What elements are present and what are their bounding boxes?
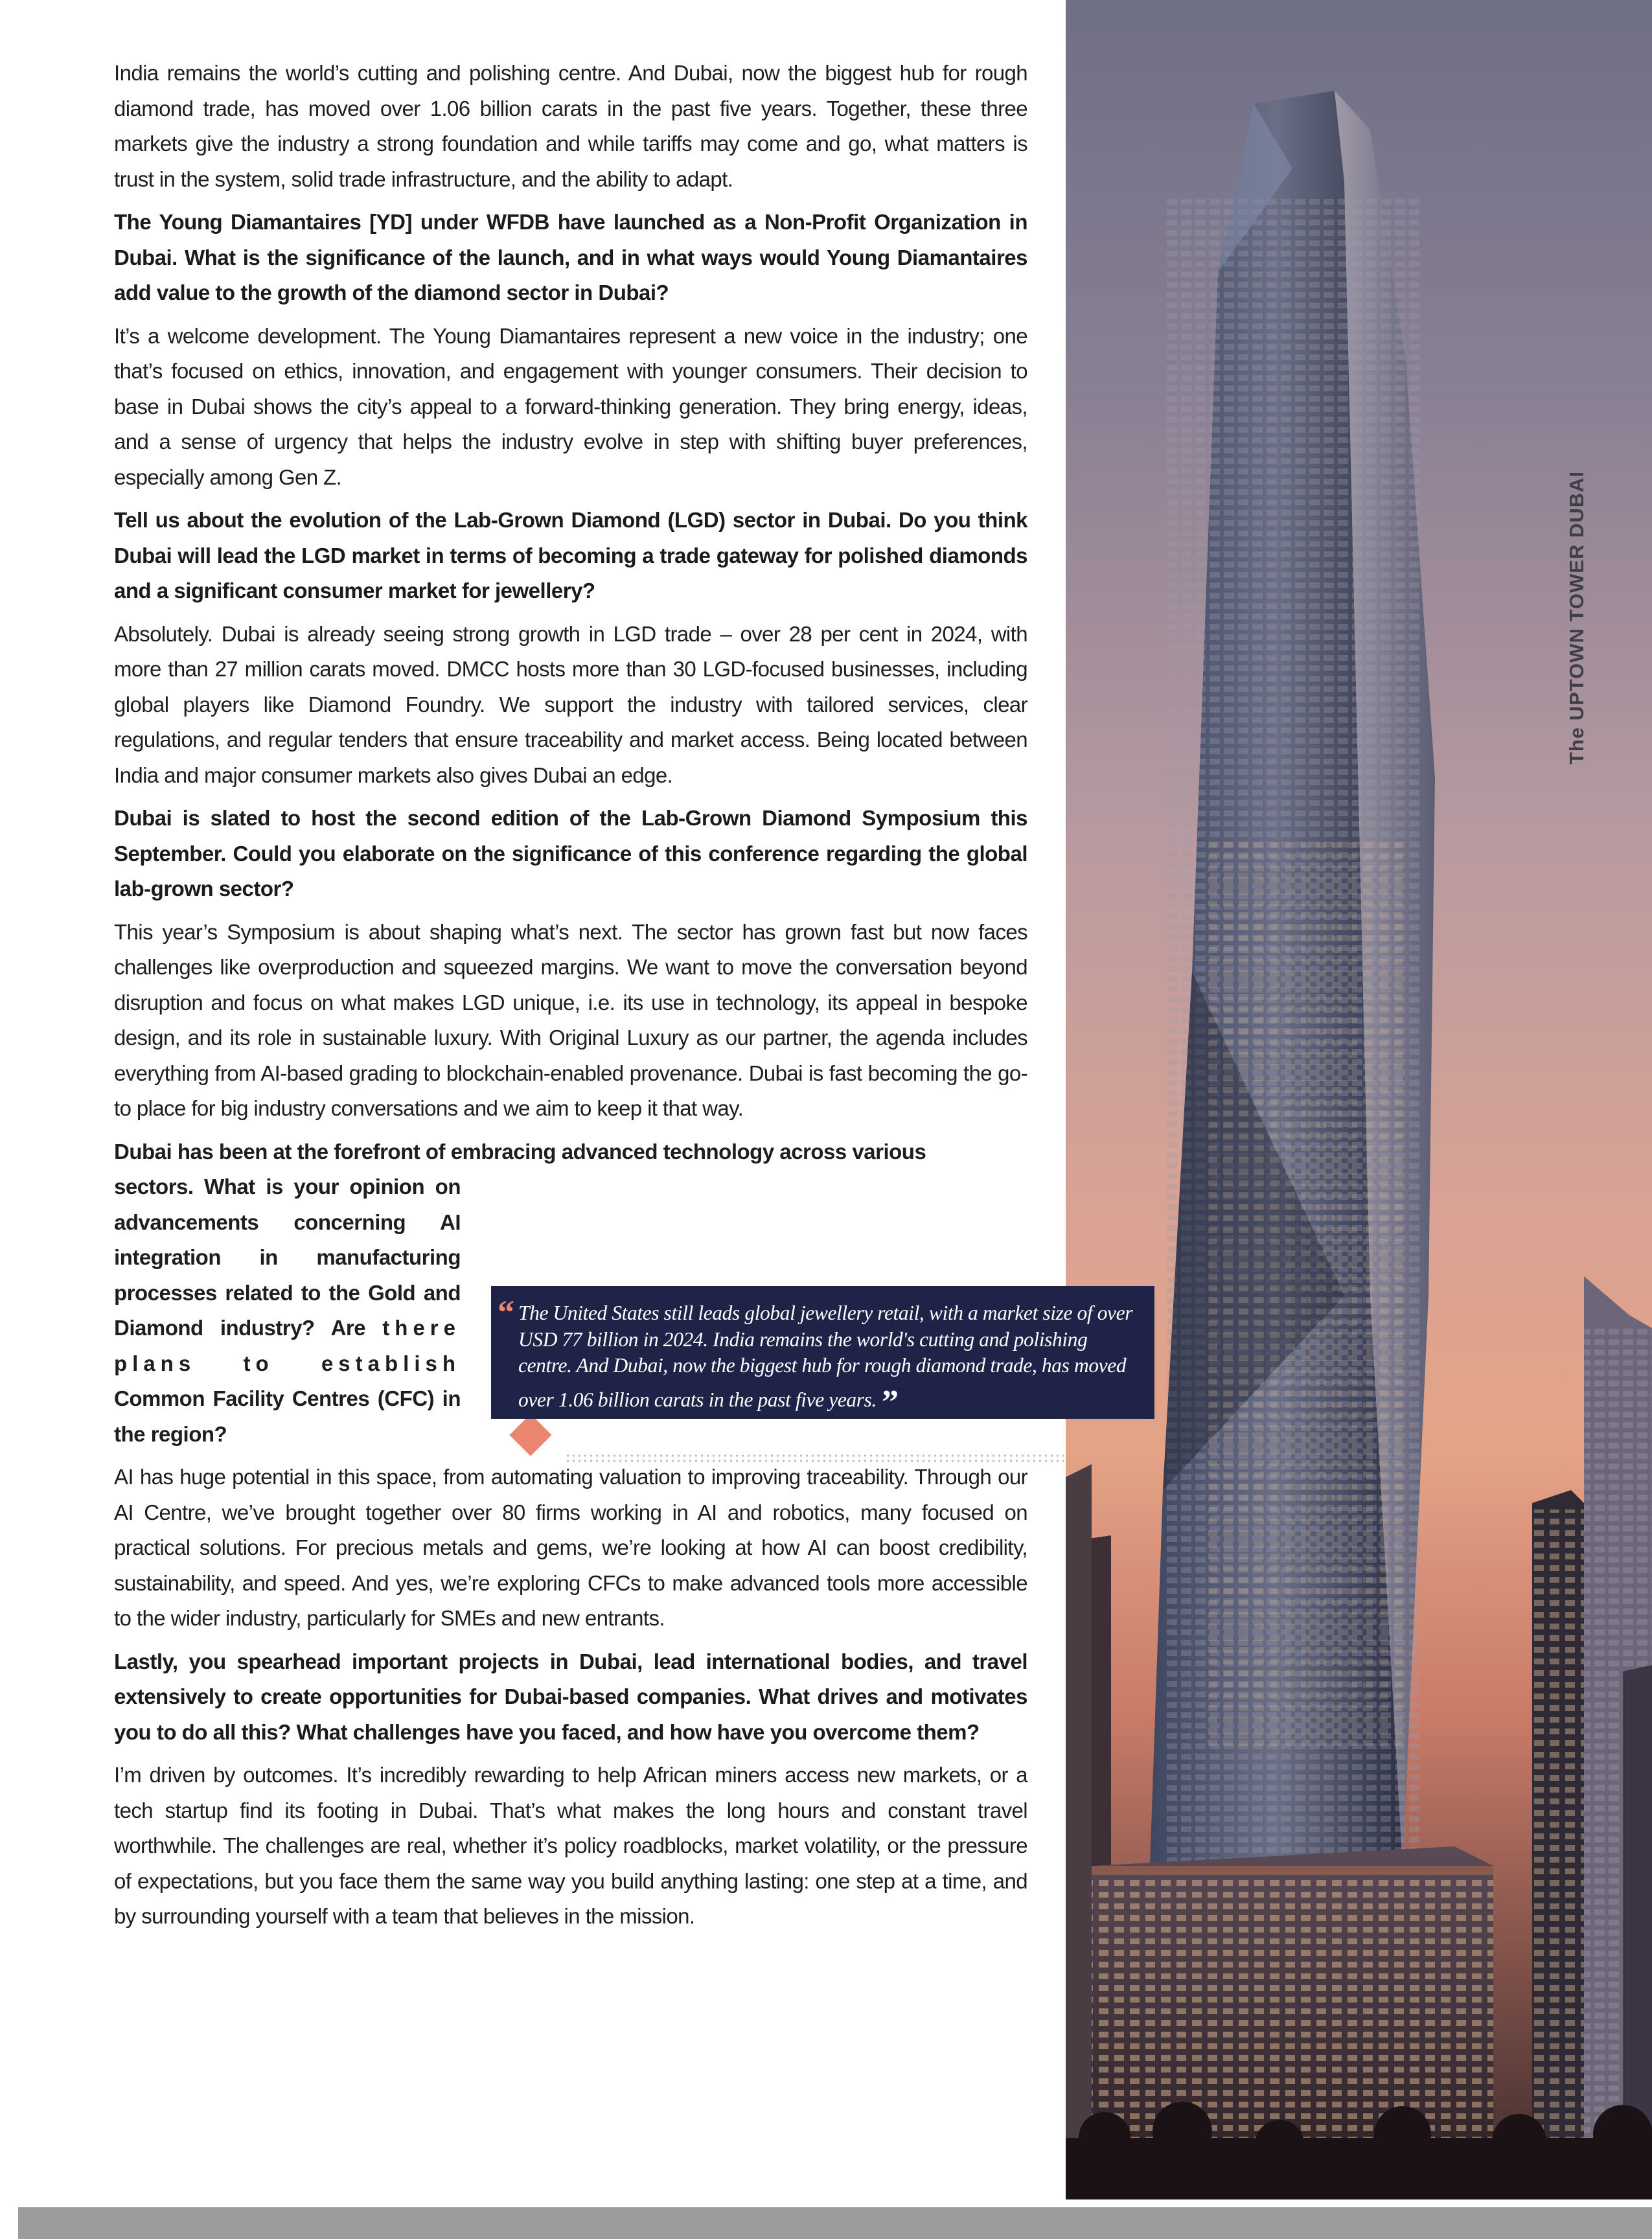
photo-caption: The UPTOWN TOWER DUBAI — [1565, 470, 1588, 764]
interview-question: The Young Diamantaires [YD] under WFDB have launched as a Non-Profit Organization in Dubai. What is the significance of the launch, and in what ways would Young Diamantaires add value to the growth of the diamond sector in Dubai? — [114, 210, 1027, 304]
interview-answer: AI has huge potential in this space, from automating valuation to improving traceability. Through our AI Centre, we’ve brought together over 80 firms working in AI and robotics, many focused on practical solutions. For precious metals and gems, we’re looking at how AI can boost credibility, sustainability, and speed. And yes, we’re exploring CFCs to make advanced tools more accessible to the wider industry, particularly for SMEs and new entrants. — [114, 1465, 1027, 1630]
tower-illustration — [1066, 0, 1652, 2199]
interview-question: Lastly, you spearhead important projects in Dubai, lead international bodies, and travel extensively to create opportunities for Dubai-based companies. What drives and motivates you to do all this? What challenges have you faced, and how have you overcome them? — [114, 1649, 1027, 1744]
interview-question-line: Dubai has been at the forefront of embracing advanced technology across various — [114, 1139, 926, 1164]
pull-quote-text: The United States still leads global jewellery retail, with a market size of over USD 77 billion in 2024. India remains the world's cutting and polishing centre. And Dubai, now the biggest hub for rough diamond trade, has moved over 1.06 billion carats in the past five years. — [518, 1302, 1133, 1411]
footer-bar — [18, 2207, 1652, 2239]
interview-question-narrow — [114, 1169, 461, 1452]
pull-quote — [491, 1286, 1154, 1419]
question-text: Common Facility Centres (CFC) in the region? — [114, 1386, 461, 1446]
article-paragraph: India remains the world’s cutting and polishing centre. And Dubai, now the biggest hub for rough diamond trade, has moved over 1.06 billion carats in the past five years. Together, these three markets give the industry a strong foundation and while tariffs may come and go, what matters is trust in the system, solid trade infrastructure, and the ability to adapt. — [114, 61, 1027, 191]
interview-question: Dubai is slated to host the second edition of the Lab-Grown Diamond Symposium this September. Could you elaborate on the significance of this conference regarding the global lab-grown sector? — [114, 806, 1027, 901]
interview-answer: This year’s Symposium is about shaping what’s next. The sector has grown fast but now faces challenges like overproduction and squeezed margins. We want to move the conversation beyond disruption and focus on what makes LGD unique, i.e. its use in technology, its appeal in bespoke design, and its role in sustainable luxury. With Original Luxury as our partner, the agenda includes everything from AI-based grading to blockchain-enabled provenance. Dubai is fast becoming the go-to place for big industry conversations and we aim to keep it that way. — [114, 919, 1027, 1120]
interview-question: Tell us about the evolution of the Lab-Grown Diamond (LGD) sector in Dubai. Do you think Dubai will lead the LGD market in terms of becoming a trade gateway for polished diamonds and a significant consumer market for jewellery? — [114, 508, 1027, 603]
close-quote-icon: ” — [881, 1383, 899, 1421]
open-quote-icon: “ — [498, 1294, 514, 1331]
interview-answer: It’s a welcome development. The Young Diamantaires represent a new voice in the industry; one that’s focused on ethics, innovation, and engagement with younger consumers. Their decision to base in Dubai shows the city’s appeal to a forward-thinking generation. They bring energy, ideas, and a sense of urgency that helps the industry evolve in step with shifting buyer preferences, especially among Gen Z. — [114, 323, 1027, 489]
question-text: sectors. What is your opinion on advancements concerning AI integration in manufacturing processes related to the Gold and Diamond industry? Are — [114, 1175, 461, 1340]
dotted-divider — [565, 1453, 1064, 1464]
interview-answer: I’m driven by outcomes. It’s incredibly rewarding to help African miners access new markets, or a tech startup find its footing in Dubai. That’s what makes the long hours and constant travel worthwhile. The challenges are real, whether it’s policy roadblocks, market volatility, or the pressure of expectations, but you face them the same way you build anything lasting: one step at a time, and by surrounding yourself with a team that believes in the mission. — [114, 1763, 1027, 1928]
tower-photo — [1066, 0, 1652, 2199]
question-text: there plans to establish — [114, 1316, 461, 1375]
article-body — [114, 56, 1027, 1942]
interview-answer: Absolutely. Dubai is already seeing strong growth in LGD trade – over 28 per cent in 2024, with more than 27 million carats moved. DMCC hosts more than 30 LGD-focused businesses, including global players like Diamond Foundry. We support the industry with tailored services, clear regulations, and regular tenders that ensure traceability and market access. Being located between India and major consumer markets also gives Dubai an edge. — [114, 621, 1027, 787]
